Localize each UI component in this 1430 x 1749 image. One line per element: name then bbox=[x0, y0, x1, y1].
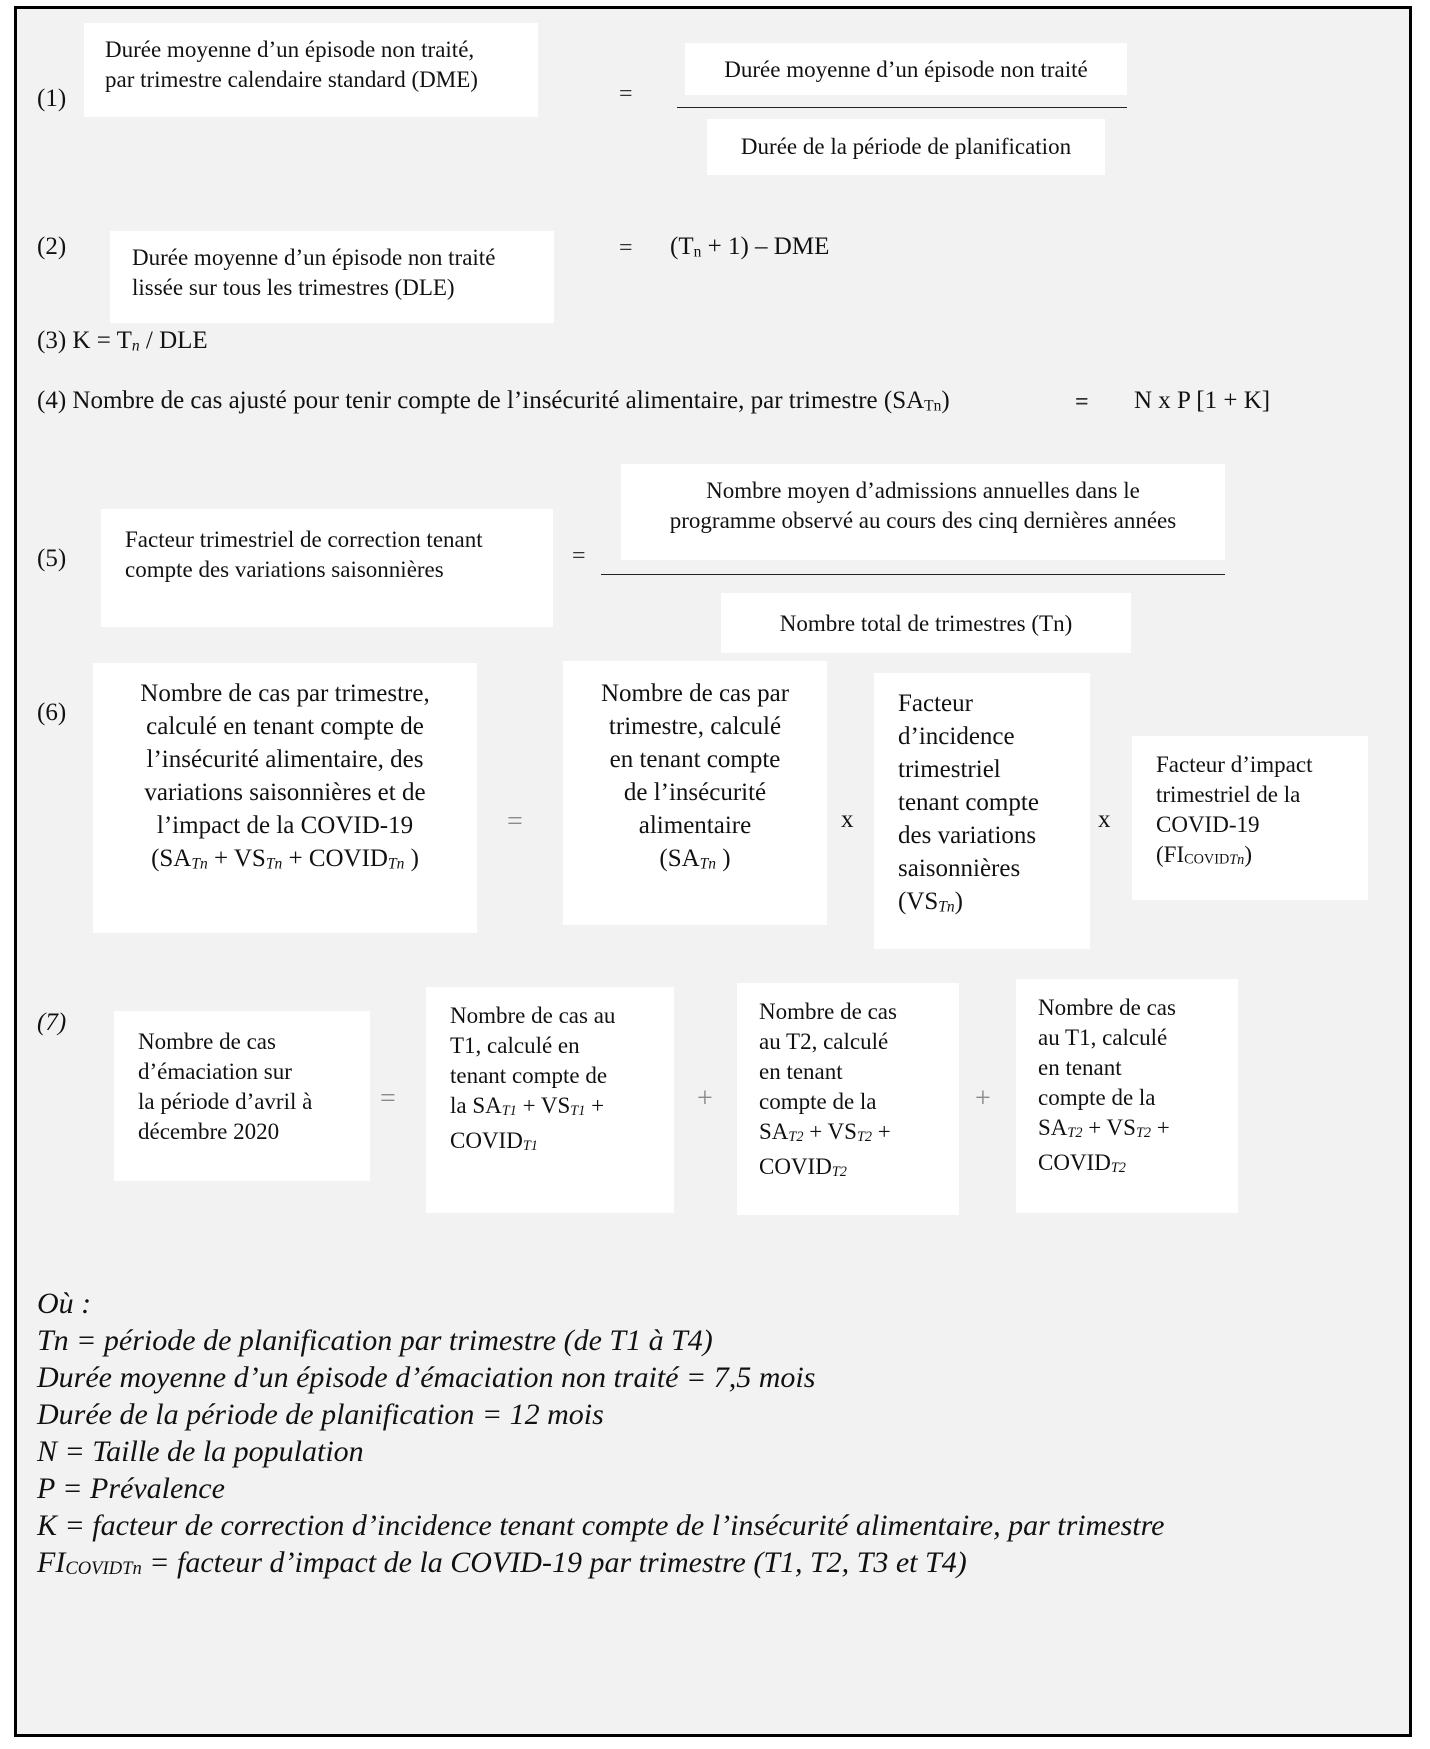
eq4-lhs: (4) Nombre de cas ajusté pour tenir compte de l’insécurité alimentaire, par trimestre (SA bbox=[37, 387, 925, 414]
eq7-term2-line: en tenant bbox=[759, 1059, 843, 1084]
formula-part: (VS bbox=[898, 888, 939, 915]
eq3-sub: n bbox=[131, 337, 140, 355]
eq7-term2-box bbox=[737, 983, 959, 1215]
eq2-lhs-line: Durée moyenne d’un épisode non traité bbox=[132, 245, 496, 270]
eq7-term3-line: Nombre de cas bbox=[1038, 995, 1176, 1020]
eq6-term3-line: Facteur d’impact bbox=[1156, 752, 1313, 777]
legend-item: Durée moyenne d’un épisode d’émaciation non traité = 7,5 mois bbox=[37, 1361, 816, 1394]
legend-fi-sub: COVIDTn bbox=[65, 1557, 142, 1579]
eq7-term1-box bbox=[426, 987, 674, 1213]
eq7-term2-line: compte de la bbox=[759, 1089, 877, 1114]
formula-part: ) bbox=[1244, 842, 1252, 867]
eq6-term2-line: d’incidence bbox=[898, 723, 1015, 750]
formula-part: ) bbox=[954, 888, 963, 915]
eq6-term3-formula bbox=[1156, 840, 1368, 875]
eq5-lhs-line: Facteur trimestriel de correction tenant bbox=[125, 527, 483, 552]
eq2-rhs-close: + 1) – DME bbox=[701, 233, 830, 260]
formula-sub: T2 bbox=[1067, 1125, 1083, 1142]
eq6-lhs-line: l’insécurité alimentaire, des bbox=[146, 746, 424, 773]
eq6-term1-line: de l’insécurité bbox=[623, 779, 767, 806]
eq1-fraction-bar bbox=[677, 107, 1127, 108]
formula-sub: Tn bbox=[191, 855, 208, 873]
legend-item: P = Prévalence bbox=[37, 1472, 225, 1505]
eq1-numerator: Durée moyenne d’un épisode non traité bbox=[685, 43, 1127, 95]
formula-part: (SA bbox=[659, 845, 700, 872]
eq6-lhs-formula bbox=[93, 842, 477, 880]
eq6-term1-line: trimestre, calculé bbox=[608, 713, 782, 740]
eq6-term1-line: alimentaire bbox=[638, 812, 752, 839]
eq7-term3-line: en tenant bbox=[1038, 1055, 1122, 1080]
formula-part: COVID bbox=[759, 1154, 832, 1180]
eq4 bbox=[37, 387, 950, 415]
eq6-term1-formula bbox=[563, 842, 827, 880]
formula-sub: Tn bbox=[1229, 852, 1245, 869]
formula-sub: T1 bbox=[570, 1103, 586, 1120]
eq1-equals: = bbox=[619, 81, 633, 107]
eq6-lhs-line: l’impact de la COVID-19 bbox=[156, 812, 414, 839]
eq5-denominator: Nombre total de trimestres (Tn) bbox=[721, 593, 1131, 653]
eq2-rhs-sub: n bbox=[693, 243, 702, 261]
eq6-lhs-line: variations saisonnières et de bbox=[144, 779, 426, 806]
formula-sub: Tn bbox=[387, 855, 405, 873]
eq7-term3-formula bbox=[1038, 1113, 1238, 1148]
eq5-lhs-box bbox=[101, 509, 553, 627]
eq7-term3-line: au T1, calculé bbox=[1038, 1025, 1168, 1050]
formula-sub: COVID bbox=[1184, 851, 1230, 868]
formula-sub: T2 bbox=[1135, 1125, 1151, 1142]
formula-sub: Tn bbox=[938, 898, 955, 916]
eq2-number: (2) bbox=[37, 233, 67, 260]
legend-item: N = Taille de la population bbox=[37, 1435, 364, 1468]
eq6-lhs-line: Nombre de cas par trimestre, bbox=[140, 680, 430, 707]
eq5-number: (5) bbox=[37, 545, 67, 572]
eq6-times-1: x bbox=[841, 806, 854, 833]
formula-sub: T2 bbox=[831, 1164, 847, 1181]
formula-panel bbox=[14, 6, 1412, 1737]
eq1-number: (1) bbox=[37, 85, 67, 112]
eq7-lhs-line: d’émaciation sur bbox=[138, 1059, 292, 1084]
eq6-term2-formula bbox=[898, 885, 1090, 923]
eq4-sub: Tn bbox=[924, 397, 942, 415]
eq7-term3-box bbox=[1016, 979, 1238, 1213]
eq7-term1-line: Nombre de cas au bbox=[450, 1003, 616, 1028]
formula-part: + VS bbox=[207, 845, 266, 872]
eq6-term2-line: saisonnières bbox=[898, 855, 1021, 882]
eq6-equals: = bbox=[507, 806, 523, 837]
eq3 bbox=[37, 327, 208, 355]
eq7-lhs-line: Nombre de cas bbox=[138, 1029, 276, 1054]
eq3-prefix: (3) K = T bbox=[37, 327, 132, 354]
formula-part: (SA bbox=[151, 845, 192, 872]
formula-part: + bbox=[1151, 1115, 1170, 1140]
eq6-term1-box bbox=[563, 661, 827, 925]
eq7-plus-1: + bbox=[697, 1083, 713, 1114]
eq6-term1-line: en tenant compte bbox=[609, 746, 781, 773]
formula-part: ) bbox=[716, 845, 731, 872]
legend-fi-text: = facteur d’impact de la COVID-19 par trimestre (T1, T2, T3 et T4) bbox=[141, 1546, 967, 1579]
eq4-rhs: N x P [1 + K] bbox=[1134, 387, 1271, 414]
eq7-plus-2: + bbox=[975, 1083, 991, 1114]
legend-item: Tn = période de planification par trimestre (de T1 à T4) bbox=[37, 1324, 713, 1357]
formula-part: SA bbox=[759, 1119, 789, 1144]
formula-part: + VS bbox=[803, 1119, 857, 1144]
eq5-equals: = bbox=[572, 543, 586, 569]
eq7-term2-line: Nombre de cas bbox=[759, 999, 897, 1024]
formula-part: ) bbox=[404, 845, 419, 872]
formula-sub: T1 bbox=[522, 1138, 538, 1155]
formula-part: + VS bbox=[516, 1093, 571, 1118]
eq6-times-2: x bbox=[1098, 806, 1111, 833]
eq1-lhs-line: par trimestre calendaire standard (DME) bbox=[105, 67, 478, 92]
eq5-numerator bbox=[621, 464, 1225, 560]
eq6-term2-line: trimestriel bbox=[898, 756, 1001, 783]
eq7-equals: = bbox=[380, 1083, 396, 1114]
formula-part: COVID bbox=[1038, 1150, 1111, 1176]
legend-item: K = facteur de correction d’incidence tenant compte de l’insécurité alimentaire, par trimestre bbox=[37, 1509, 1165, 1542]
formula-part: la SA bbox=[450, 1093, 502, 1118]
eq6-lhs-box bbox=[93, 663, 477, 933]
eq5-numerator-line: Nombre moyen d’admissions annuelles dans le bbox=[706, 478, 1140, 503]
eq6-term2-line: des variations bbox=[898, 822, 1037, 849]
formula-part: + VS bbox=[1082, 1115, 1136, 1140]
formula-part: SA bbox=[1038, 1115, 1068, 1140]
eq7-term2-formula bbox=[759, 1117, 959, 1152]
eq7-term1-line: tenant compte de bbox=[450, 1063, 608, 1088]
eq4-equals: = bbox=[1075, 389, 1089, 415]
formula-part: + COVID bbox=[282, 845, 388, 872]
eq5-lhs-line: compte des variations saisonnières bbox=[125, 557, 444, 582]
eq7-term3-line: compte de la bbox=[1038, 1085, 1156, 1110]
eq2-rhs bbox=[670, 233, 829, 261]
formula-part: + bbox=[872, 1119, 891, 1144]
formula-sub: T2 bbox=[856, 1129, 872, 1146]
eq3-suffix: / DLE bbox=[139, 327, 208, 354]
eq7-lhs-line: la période d’avril à bbox=[138, 1089, 313, 1114]
eq2-lhs-box bbox=[110, 231, 554, 323]
eq6-term1-line: Nombre de cas par bbox=[600, 680, 790, 707]
eq6-term3-line: COVID-19 bbox=[1156, 812, 1260, 837]
eq6-number: (6) bbox=[37, 699, 67, 726]
eq7-term2-formula-cont bbox=[759, 1152, 959, 1187]
formula-sub: Tn bbox=[699, 855, 717, 873]
eq6-term3-line: trimestriel de la bbox=[1156, 782, 1301, 807]
eq1-denominator: Durée de la période de planification bbox=[707, 119, 1105, 175]
formula-part: COVID bbox=[450, 1128, 523, 1154]
formula-sub: T1 bbox=[501, 1103, 517, 1120]
eq6-term2-line: Facteur bbox=[898, 690, 973, 717]
eq1-lhs-box bbox=[84, 23, 538, 117]
eq2-lhs-line: lissée sur tous les trimestres (DLE) bbox=[132, 275, 455, 300]
eq1-lhs-line: Durée moyenne d’un épisode non traité, bbox=[105, 37, 475, 62]
eq6-lhs-line: calculé en tenant compte de bbox=[146, 713, 424, 740]
eq7-term3-formula-cont bbox=[1038, 1148, 1238, 1183]
legend-fi-prefix: FI bbox=[37, 1546, 66, 1579]
eq6-term2-box bbox=[874, 673, 1090, 949]
eq5-numerator-line: programme observé au cours des cinq dernières années bbox=[669, 508, 1177, 533]
formula-part: + bbox=[585, 1093, 605, 1118]
eq2-rhs-open: (T bbox=[670, 233, 694, 260]
legend-item: Durée de la période de planification = 12 mois bbox=[37, 1398, 604, 1431]
eq7-term1-formula-cont bbox=[450, 1126, 674, 1161]
eq7-term2-line: au T2, calculé bbox=[759, 1029, 889, 1054]
eq7-lhs-line: décembre 2020 bbox=[138, 1119, 280, 1144]
eq7-term1-line: T1, calculé en bbox=[450, 1033, 580, 1058]
formula-sub: Tn bbox=[265, 855, 283, 873]
eq4-close: ) bbox=[941, 387, 950, 414]
eq7-number: (7) bbox=[37, 1009, 67, 1036]
formula-sub: T2 bbox=[788, 1129, 804, 1146]
eq7-term1-formula bbox=[450, 1091, 674, 1126]
legend-item-fi-covid bbox=[37, 1544, 1164, 1587]
legend-heading: Où : bbox=[37, 1287, 92, 1320]
eq5-fraction-bar bbox=[601, 574, 1225, 575]
formula-part: (FI bbox=[1156, 842, 1185, 867]
legend bbox=[37, 1285, 1164, 1587]
eq6-term2-line: tenant compte bbox=[898, 789, 1039, 816]
eq2-equals: = bbox=[619, 235, 633, 261]
eq6-term3-box bbox=[1132, 736, 1368, 900]
formula-sub: T2 bbox=[1110, 1160, 1126, 1177]
eq7-lhs-box bbox=[114, 1011, 370, 1181]
